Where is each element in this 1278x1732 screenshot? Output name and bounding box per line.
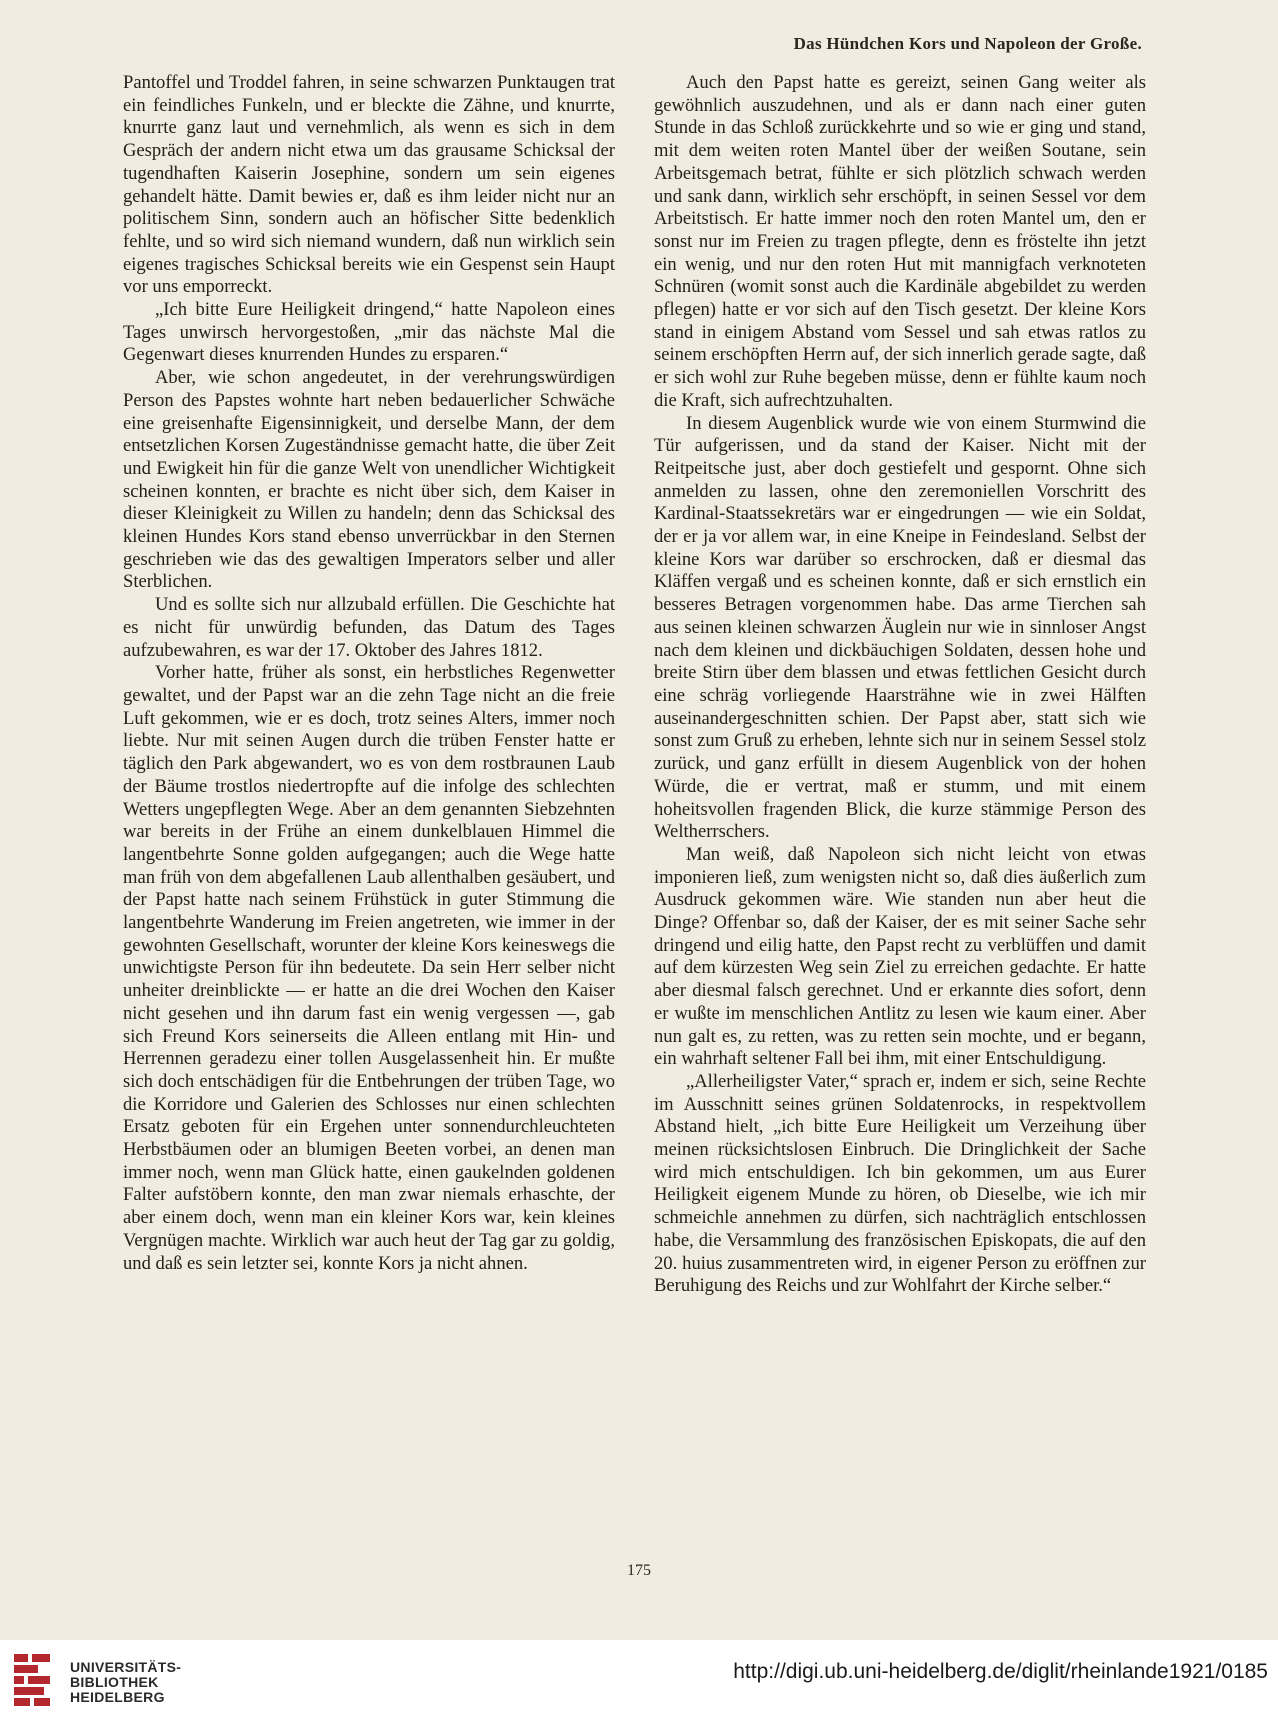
library-line: UNIVERSITÄTS- <box>70 1659 182 1675</box>
logo-bars <box>14 1654 50 1706</box>
page-number: 175 <box>627 1562 651 1579</box>
running-head: Das Hündchen Kors und Napoleon der Große. <box>793 34 1142 53</box>
paragraph: Auch den Papst hatte es gereizt, seinen Gang weiter als gewöhnlich auszudehnen, und als er dann nach einer guten Stunde in das Schloß zurückkehrte und so wie er ging und stand, mit dem weiten roten Mantel über der weißen Soutane, sein Arbeitsgemach betrat, fühlte er sich plötzlich schwach werden und sank dann, wirklich sehr erschöpft, in seinen Sessel vor dem Arbeitstisch. Er hatte immer noch den roten Mantel um, den er sonst nur im Freien zu tragen pflegte, denn es fröstelte ihn jetzt ein wenig, und nur den roten Hut mit mannigfach verknoteten Schnüren (womit sonst auch die Kardinäle abgebildet zu werden pflegen) hatte er vor sich auf den Tisch gesetzt. Der kleine Kors stand in einigem Abstand vom Sessel und sah etwas ratlos zu seinem erschöpften Herrn auf, der sich innerlich gerade sagte, daß er sich wohl zur Ruhe begeben müsse, denn er fühlte kaum noch die Kraft, sich aufrechtzuhalten. <box>654 72 1147 411</box>
library-line: HEIDELBERG <box>70 1689 165 1705</box>
paragraph: In diesem Augenblick wurde wie von einem Sturmwind die Tür aufgerissen, und da stand der Kaiser. Nicht mit der Reitpeitsche just, aber doch gestiefelt und gespornt. Ohne sich anmelden zu lassen, ohne den zeremoniellen Vorschritt des Kardinal-Staatssekretärs war er eingedrungen — wie ein Soldat, der er ja vor allem war, in eine Kneipe in Feindesland. Selbst der kleine Kors war darüber so erschrocken, daß er diesmal das Kläffen vergaß und es scheinen konnte, daß er sich ernstlich ein besseres Betragen vorgenommen habe. Das arme Tierchen sah aus seinen kleinen schwarzen Äuglein nur wie in sinnloser Angst nach dem kleinen und dickbäuchigen Soldaten, dessen hohe und breite Stirn über dem blassen und etwas fettlichen Gesicht durch eine schräg vorliegende Haarsträhne wie in zwei Hälften auseinandergeschnitten schien. Der Papst aber, statt sich wie sonst zum Gruß zu erheben, lehnte sich nur in seinem Sessel stolz zurück, und ganz erfüllt in diesem Augenblick von der hohen Würde, die er vertrat, maß er stumm, und mit einem hoheitsvollen fragenden Blick, die kurze stämmige Person des Weltherrschers. <box>654 412 1146 843</box>
paragraph: Pantoffel und Troddel fahren, in seine schwarzen Punktaugen trat ein feindliches Funkeln, und er bleckte die Zähne, und knurrte, knurrte ganz laut und vernehmlich, als wenn es sich in dem Gespräch der andern nicht etwa um das grausame Schicksal der tugendhaften Kaiserin Josephine, sondern um sein eigenes gehandelt hätte. Damit bewies er, daß es ihm leider nicht nur an politischem Sinn, sondern auch an höfischer Sitte bedenklich fehlte, und so wird sich niemand wundern, daß nun wirklich sein eigenes tragisches Schicksal bereits wie ein Gespenst sein Haupt vor uns emporreckt. <box>123 72 615 298</box>
paragraph: „Ich bitte Eure Heiligkeit dringend,“ hatte Napoleon eines Tages unwirsch hervorgestoßen, „mir das nächste Mal die Gegenwart dieses knurrenden Hundes zu ersparen.“ <box>123 299 615 366</box>
right-column <box>654 72 1146 1298</box>
source-url-link[interactable]: http://digi.ub.uni-heidelberg.de/diglit/rheinlande1921/0185 <box>733 1660 1268 1683</box>
paragraph: Aber, wie schon angedeutet, in der verehrungswürdigen Person des Papstes wohnte hart neben bedauerlicher Schwäche eine greisenhafte Eigensinnigkeit, und derselbe Mann, der dem entsetzlichen Korsen Zugeständnisse gemacht hatte, die über Zeit und Ewigkeit hin für die ganze Welt von unendlicher Wichtigkeit scheinen konnten, er brachte es nicht über sich, dem Kaiser in dieser Kleinigkeit zu Willen zu handeln; denn das Schicksal des kleinen Hundes Kors stand ebenso unverrückbar in den Sternen geschrieben wie das des gewaltigen Imperators selber und aller Sterblichen. <box>123 367 615 593</box>
paragraph: Vorher hatte, früher als sonst, ein herbstliches Regenwetter gewaltet, und der Papst war an die zehn Tage nicht an die freie Luft gekommen, wie er es doch, trotz seines Alters, immer noch liebte. Nur mit seinen Augen durch die trüben Fenster hatte er täglich den Park abgewandert, wo es von dem rostbraunen Laub der Bäume trostlos niedertropfte auf die infolge des schlechten Wetters ungepflegten Wege. Aber an dem genannten Siebzehnten war bereits in der Frühe an einem dunkelblauen Himmel die langentbehrte Sonne golden aufgegangen; auch die Wege hatte man früh von dem abgefallenen Laub allenthalben gesäubert, und der Papst hatte nach seinem Frühstück in guter Stimmung die langentbehrte Wanderung im Freien angetreten, wie immer in der gewohnten Gesellschaft, worunter der kleine Kors keineswegs die unwichtigste Person für ihn bedeutete. Da sein Herr selber nicht unheiter dreinblickte — er hatte an die drei Wochen den Kaiser nicht gesehen und ihn darum fast ein wenig vergessen —, gab sich Freund Kors seinerseits die Alleen entlang mit Hin- und Herrennen geradezu einer tollen Ausgelassenheit hin. Er mußte sich doch entschädigen für die Entbehrungen der trüben Tage, wo die Korridore und Galerien des Schlosses nur einen schlechten Ersatz geboten für ein Ergehen unter sonnendurchleuchteten Herbstbäumen oder an blumigen Beeten vorbei, an denen man immer noch, wenn man Glück hatte, einen gaukelnden goldenen Falter aufstöbern konnte, den man zwar niemals erhaschte, der aber einem doch, wenn man ein kleiner Kors war, kein kleines Vergnügen machte. Wirklich war auch heut der Tag gar zu goldig, und daß es sein letzter sei, konnte Kors ja nicht ahnen. <box>123 662 615 1274</box>
library-name <box>70 1660 181 1705</box>
university-logo-icon <box>12 1650 52 1716</box>
library-line: BIBLIOTHEK <box>70 1674 159 1690</box>
footer-bar <box>0 1640 1278 1732</box>
paragraph: „Allerheiligster Vater,“ sprach er, indem er sich, seine Rechte im Ausschnitt seines grünen Soldatenrocks, in respektvollem Abstand hielt, „ich bitte Eure Heiligkeit um Verzeihung über meinen rücksichtslosen Einbruch. Die Dringlichkeit der Sache wird mich entschuldigen. Ich bin gekommen, um aus Eurer Heiligkeit eigenem Munde zu hören, ob Dieselbe, wie ich mir schmeichle annehmen zu dürfen, sich nachträglich entschlossen habe, die Versammlung des französischen Episkopats, die auf den 20. huius zusammentreten wird, in eigener Person zu eröffnen zur Beruhigung des Reichs und zur Wohlfahrt der Kirche selber.“ <box>654 1070 1146 1297</box>
left-column <box>123 72 615 1275</box>
paragraph: Man weiß, daß Napoleon sich nicht leicht von etwas imponieren ließ, zum wenigsten nicht so, daß dies äußerlich zum Ausdruck gekommen wäre. Wie standen nun aber heut die Dinge? Offenbar so, daß der Kaiser, der es mit seiner Sache sehr dringend und eilig hatte, den Papst recht zu verblüffen und damit auf dem kürzesten Weg sein Ziel zu erreichen gedachte. Er hatte aber diesmal falsch gerechnet. Und er erkannte dies sofort, denn er wußte im menschlichen Antlitz zu lesen wie kaum einer. Aber nun galt es, zu retten, was zu retten sein mochte, und er begann, ein wahrhaft seltener Fall bei ihm, mit einer Entschuldigung. <box>654 843 1146 1070</box>
paragraph: Und es sollte sich nur allzubald erfüllen. Die Geschichte hat es nicht für unwürdig befunden, das Datum des Tages aufzubewahren, es war der 17. Oktober des Jahres 1812. <box>123 594 615 661</box>
